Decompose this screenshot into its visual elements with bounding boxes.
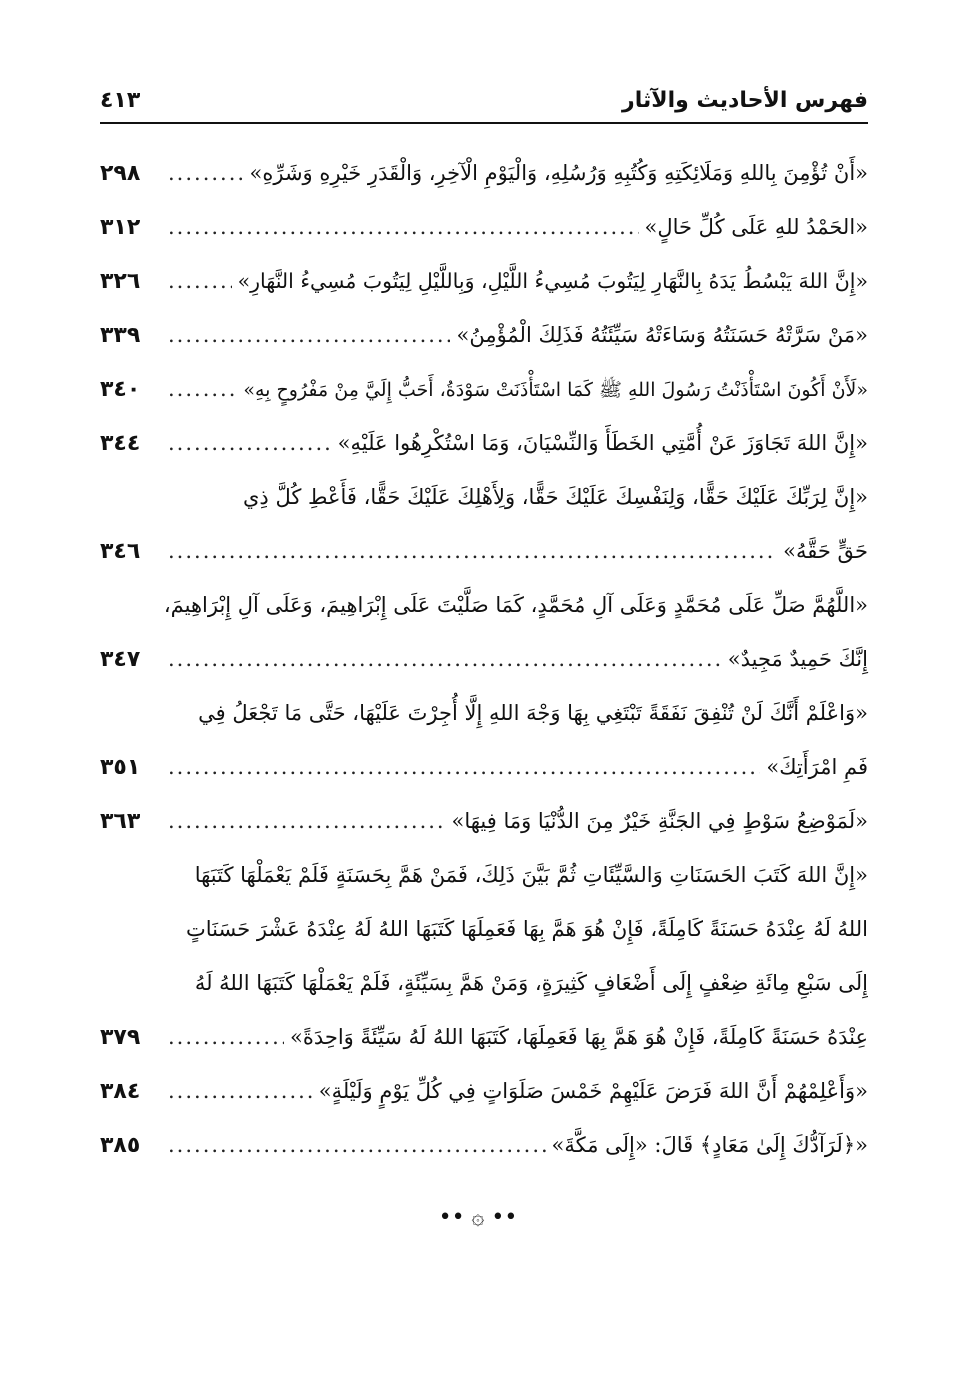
entry-final-line bbox=[100, 740, 868, 794]
section-title: فهرس الأحاديث والآثار bbox=[622, 88, 868, 113]
index-page bbox=[100, 80, 868, 1172]
entry-text-line: «اللَّهُمَّ صَلِّ عَلَى مُحَمَّدٍ وَعَلَى آلِ مُحَمَّدٍ، كَمَا صَلَّيْتَ عَلَى إِبْرَاهِيمَ، وَعَلَى آلِ إِبْرَاهِيمَ، bbox=[163, 593, 868, 617]
entry-final-line bbox=[100, 524, 868, 578]
dot-leader bbox=[168, 794, 445, 848]
index-entry bbox=[100, 146, 868, 200]
entry-text-line: إِنَّكَ حَمِيدٌ مَجِيدٌ» bbox=[727, 647, 868, 671]
index-entry bbox=[100, 1064, 868, 1118]
entry-page-number: ٣٦٣ bbox=[100, 809, 141, 834]
dot-leader bbox=[168, 740, 760, 794]
index-entry bbox=[100, 470, 868, 578]
entry-page-number: ٣٥١ bbox=[100, 755, 141, 780]
dot-leader bbox=[168, 200, 639, 254]
dot-leader bbox=[168, 1010, 284, 1064]
entry-page-number: ٣٤٤ bbox=[100, 431, 141, 456]
index-entry bbox=[100, 254, 868, 308]
entry-text-line: إِلَى سَبْعِ مِائَةِ ضِعْفٍ إِلَى أَضْعَافٍ كَثِيرَةٍ، وَمَنْ هَمَّ بِسَيِّئَةٍ، فَلَمْ يَعْمَلْهَا كَتَبَهَا اللهُ لَهُ bbox=[194, 971, 868, 995]
entry-page-number: ٣٤٠ bbox=[100, 377, 141, 402]
dot-leader bbox=[168, 254, 232, 308]
entry-text-line: اللهُ لَهُ عِنْدَهُ حَسَنَةً كَامِلَةً، فَإِنْ هُوَ هَمَّ بِهَا فَعَمِلَهَا كَتَبَهَا اللهُ لَهُ عِنْدَهُ عَشْرَ حَسَنَاتٍ bbox=[186, 917, 868, 941]
entry-text-line: «الحَمْدُ للهِ عَلَى كُلِّ حَالٍ» bbox=[644, 215, 868, 239]
page-number: ٤١٣ bbox=[100, 88, 141, 113]
entry-text-line: «لَأَنْ أَكُونَ اسْتَأْذَنْتُ رَسُولَ اللهِ ﷺ كَمَا اسْتَأْذَنَتْ سَوْدَةُ، أَحَبُّ إِلَيَّ مِنْ مَفْرُوحٍ بِهِ» bbox=[243, 379, 868, 401]
entry-final-line bbox=[100, 632, 868, 686]
entry-page-number: ٣٤٦ bbox=[100, 539, 141, 564]
entry-page-number: ٣٨٤ bbox=[100, 1079, 141, 1104]
entry-text-line: «وَاعْلَمْ أَنَّكَ لَنْ تُنْفِقَ نَفَقَةً تَبْتَغِي بِهَا وَجْهَ اللهِ إِلَّا أُجِرْتَ عَلَيْهَا، حَتَّى مَا تَجْعَلُ فِي bbox=[198, 701, 868, 725]
entry-page-number: ٣٢٦ bbox=[100, 269, 141, 294]
dot-leader bbox=[168, 146, 244, 200]
dot-leader bbox=[168, 1064, 313, 1118]
entry-final-line bbox=[100, 146, 868, 200]
dot-leader bbox=[168, 1118, 546, 1172]
entry-final-line bbox=[100, 308, 868, 362]
entry-text-line: «لَمَوْضِعُ سَوْطٍ فِي الجَنَّةِ خَيْرٌ مِنَ الدُّنْيَا وَمَا فِيهَا» bbox=[451, 809, 868, 833]
entry-final-line bbox=[100, 794, 868, 848]
hadith-index-list bbox=[100, 146, 868, 1172]
entry-final-line bbox=[100, 1010, 868, 1064]
entry-text-line: حَقٍّ حَقَّهُ» bbox=[783, 539, 868, 563]
dot-leader bbox=[168, 362, 237, 416]
entry-page-number: ٣٧٩ bbox=[100, 1025, 141, 1050]
index-entry bbox=[100, 1118, 868, 1172]
entry-final-line bbox=[100, 416, 868, 470]
entry-text-line: «أَنْ تُؤْمِنَ بِاللهِ وَمَلَائِكَتِهِ وَكُتُبِهِ وَرُسُلِهِ، وَالْيَوْمِ الْآخِرِ، وَالْقَدَرِ خَيْرِهِ وَشَرِّهِ» bbox=[249, 161, 868, 185]
entry-text-line: عِنْدَهُ حَسَنَةً كَامِلَةً، فَإِنْ هُوَ هَمَّ بِهَا فَعَمِلَهَا، كَتَبَهَا اللهُ لَهُ سَيِّئَةً وَاحِدَةً» bbox=[289, 1025, 868, 1049]
dot-leader bbox=[168, 524, 777, 578]
entry-page-number: ٣٨٥ bbox=[100, 1133, 141, 1158]
end-ornament: •• ۞ •• bbox=[438, 1205, 518, 1230]
entry-final-line bbox=[100, 362, 868, 416]
entry-text-line: «مَنْ سَرَّتْهُ حَسَنَتُهُ وَسَاءَتْهُ سَيِّئَتُهُ فَذَلِكَ الْمُؤْمِنُ» bbox=[456, 323, 868, 347]
entry-text-line: «إِنَّ لِرَبِّكَ عَلَيْكَ حَقًّا، وَلِنَفْسِكَ عَلَيْكَ حَقًّا، وَلِأَهْلِكَ عَلَيْكَ حَقًّا، فَأَعْطِ كُلَّ ذِي bbox=[243, 485, 868, 509]
index-entry bbox=[100, 362, 868, 416]
dot-leader bbox=[168, 416, 332, 470]
entry-final-line bbox=[100, 1064, 868, 1118]
dot-leader bbox=[168, 308, 450, 362]
entry-page-number: ٣٣٩ bbox=[100, 323, 141, 348]
entry-text-line: «إِنَّ اللهَ يَبْسُطُ يَدَهُ بِالنَّهَارِ لِيَتُوبَ مُسِيءُ اللَّيْلِ، وَبِاللَّيْلِ لِيَتُوبَ مُسِيءُ النَّهَارِ» bbox=[237, 269, 868, 293]
entry-text-line: «﴿لَرَآدُّكَ إِلَىٰ مَعَادٍ﴾ قَالَ: «إِلَى مَكَّةَ» bbox=[551, 1133, 868, 1157]
dot-leader bbox=[168, 632, 722, 686]
entry-page-number: ٣٤٧ bbox=[100, 647, 141, 672]
entry-final-line bbox=[100, 1118, 868, 1172]
index-entry bbox=[100, 686, 868, 794]
entry-page-number: ٢٩٨ bbox=[100, 161, 141, 186]
entry-text-line: فَمِ امْرَأَتِكَ» bbox=[766, 755, 868, 779]
index-entry bbox=[100, 848, 868, 1064]
entry-text-line: «وَأَعْلِمْهُمْ أَنَّ اللهَ فَرَضَ عَلَيْهِمْ خَمْسَ صَلَوَاتٍ فِي كُلِّ يَوْمٍ وَلَيْلَةٍ» bbox=[318, 1079, 868, 1103]
index-entry bbox=[100, 794, 868, 848]
index-entry bbox=[100, 200, 868, 254]
entry-text-line: «إِنَّ اللهَ تَجَاوَزَ عَنْ أُمَّتِي الخَطَأَ وَالنِّسْيَانَ، وَمَا اسْتُكْرِهُوا عَلَيْهِ» bbox=[337, 431, 868, 455]
entry-final-line bbox=[100, 254, 868, 308]
entry-text-line: «إِنَّ اللهَ كَتَبَ الحَسَنَاتِ وَالسَّيِّئَاتِ ثُمَّ بَيَّنَ ذَلِكَ، فَمَنْ هَمَّ بِحَسَنَةٍ فَلَمْ يَعْمَلْهَا كَتَبَهَا bbox=[194, 863, 868, 887]
index-entry bbox=[100, 416, 868, 470]
entry-final-line bbox=[100, 200, 868, 254]
running-header bbox=[100, 80, 868, 124]
entry-page-number: ٣١٢ bbox=[100, 215, 141, 240]
index-entry bbox=[100, 578, 868, 686]
index-entry bbox=[100, 308, 868, 362]
